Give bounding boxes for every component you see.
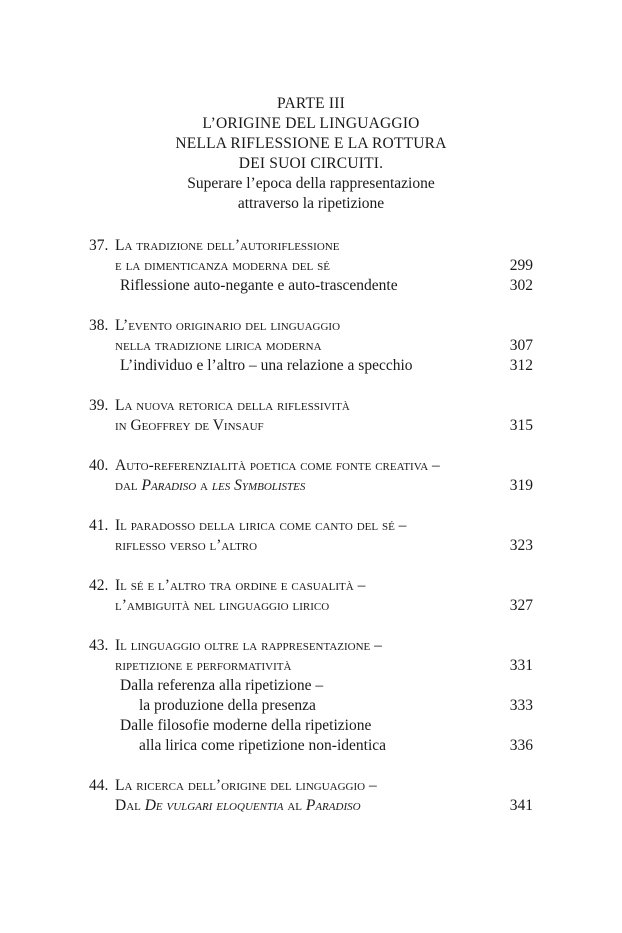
entry-title-line: La ricerca dell’origine del linguaggio – (115, 777, 377, 794)
title-text: a (196, 477, 212, 494)
part-title-line: NELLA RIFLESSIONE E LA ROTTURA (175, 135, 447, 152)
page-number: 333 (509, 697, 533, 714)
entry-title-line: l’ambiguità nel linguaggio lirico (115, 597, 330, 614)
part-title-line: DEI SUOI CIRCUITI. (238, 155, 384, 172)
entry-number: 41. (89, 517, 109, 534)
title-italic: les Symbolistes (211, 477, 306, 494)
part-subtitle-line: Superare l’epoca della rappresentazione (187, 175, 435, 192)
title-italic: Paradiso (141, 477, 197, 494)
entry-title-line: in Geoffrey de Vinsauf (115, 417, 264, 434)
title-italic: De vulgari eloquentia (144, 797, 284, 814)
entry-title-line: Il paradosso della lirica come canto del sé – (115, 517, 407, 534)
title-italic: Paradiso (305, 797, 361, 814)
page-number: 302 (509, 277, 533, 294)
entry-number: 38. (89, 317, 109, 334)
page-number: 327 (509, 597, 533, 614)
entry-title-line: riflesso verso l’altro (115, 537, 258, 554)
page-number: 331 (509, 657, 533, 674)
subentry-line: Riflessione auto-negante e auto-trascendente (120, 277, 398, 294)
page-number: 341 (509, 797, 533, 814)
title-text: dal (115, 477, 142, 494)
entry-title-line: La nuova retorica della riflessività (115, 397, 350, 414)
part-label: PARTE III (277, 95, 345, 112)
title-text: Dal (115, 797, 145, 814)
page-number: 307 (509, 337, 533, 354)
entry-title-line: Auto-referenzialità poetica come fonte creativa – (115, 457, 440, 474)
page-number: 336 (509, 737, 533, 754)
page-number: 315 (509, 417, 533, 434)
entry-number: 42. (89, 577, 109, 594)
page-number: 323 (509, 537, 533, 554)
subentry-line: alla lirica come ripetizione non-identica (139, 737, 387, 754)
entry-number: 44. (89, 777, 109, 794)
page-number: 312 (509, 357, 533, 374)
entry-title-line: La tradizione dell’autoriflessione (115, 237, 340, 254)
subentry-line: Dalla referenza alla ripetizione – (120, 677, 324, 694)
entry-title-line: L’evento originario del linguaggio (115, 317, 341, 334)
entry-title-line (115, 796, 361, 816)
entry-title-line: ripetizione e performatività (115, 657, 292, 674)
part-title-line: L’ORIGINE DEL LINGUAGGIO (202, 115, 420, 132)
subentry-line: la produzione della presenza (139, 697, 316, 714)
entry-number: 40. (89, 457, 109, 474)
entry-title-line (115, 476, 305, 496)
entry-title-line: nella tradizione lirica moderna (115, 337, 322, 354)
page-number: 319 (509, 477, 533, 494)
subentry-line: L’individuo e l’altro – una relazione a specchio (120, 357, 413, 374)
entry-title-line: Il sé e l’altro tra ordine e casualità – (115, 577, 366, 594)
title-text: al (283, 797, 306, 814)
entry-number: 39. (89, 397, 109, 414)
entry-number: 37. (89, 237, 109, 254)
entry-title-line: Il linguaggio oltre la rappresentazione – (115, 637, 382, 654)
entry-title-line: e la dimenticanza moderna del sé (115, 257, 330, 274)
subentry-line: Dalle filosofie moderne della ripetizione (120, 717, 372, 734)
entry-number: 43. (89, 637, 109, 654)
page-number: 299 (509, 257, 533, 274)
part-subtitle-line: attraverso la ripetizione (237, 195, 385, 212)
